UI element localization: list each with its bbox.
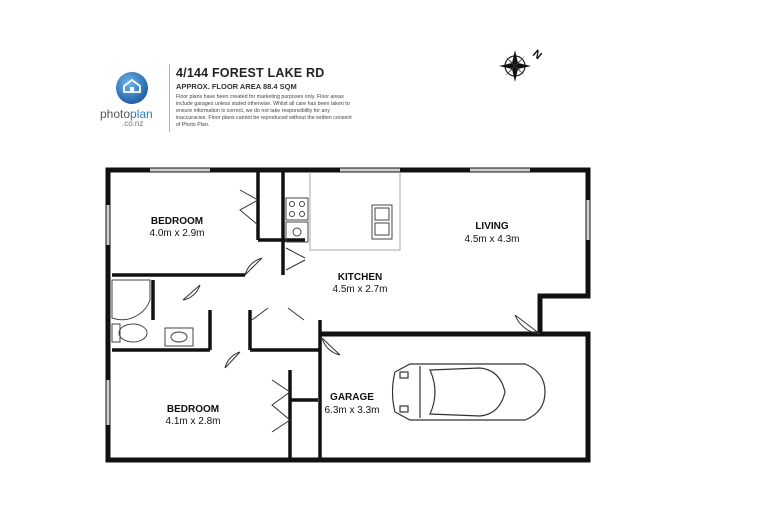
vanity-icon — [165, 328, 193, 346]
room-name: BEDROOM — [166, 404, 220, 415]
room-name: GARAGE — [330, 392, 374, 403]
disclaimer-text: Floor plans have been created for marketing purposes only. Floor areas include garages unless stated otherwise. Whilst all care has been taken to ensure information is correct, we do not take responsibility for any inaccuracies. Floor plans cannot be reproduced without the written consent of Photo Plan. — [176, 94, 352, 128]
compass-rose-icon — [499, 50, 531, 82]
car-icon — [393, 364, 546, 420]
door-living-exterior — [515, 315, 540, 334]
outer-wall-right-step — [540, 296, 588, 334]
brand-domain: .co.nz — [122, 119, 144, 128]
compass-north-label: N — [530, 47, 544, 63]
floor-area: APPROX. FLOOR AREA 88.4 SQM — [176, 82, 297, 91]
door-bedroom1-wardrobe — [240, 190, 258, 225]
room-dimensions: 4.0m x 2.9m — [149, 228, 205, 239]
door-bathroom — [183, 285, 200, 300]
room-labels — [149, 216, 519, 427]
room-dimensions: 4.5m x 2.7m — [332, 284, 388, 295]
door-hall-cupboard — [252, 308, 304, 320]
shower-icon — [112, 280, 150, 320]
room-name: BEDROOM — [150, 216, 204, 227]
cooktop-icon — [286, 198, 308, 220]
brand-wordmark: photoplan — [100, 107, 153, 121]
property-address: 4/144 FOREST LAKE RD — [176, 66, 325, 80]
door-bedroom1 — [245, 258, 262, 275]
toilet-icon — [112, 324, 147, 342]
room-name: LIVING — [475, 221, 509, 232]
door-kitchen-pantry — [286, 248, 305, 270]
door-garage — [322, 338, 340, 355]
room-name: KITCHEN — [337, 272, 383, 283]
door-bedroom2 — [225, 352, 240, 368]
room-dimensions: 4.1m x 2.8m — [165, 416, 221, 427]
room-dimensions: 6.3m x 3.3m — [324, 405, 380, 416]
windows — [108, 170, 588, 425]
door-bedroom2-wardrobe — [272, 380, 290, 432]
room-dimensions: 4.5m x 4.3m — [464, 234, 520, 245]
